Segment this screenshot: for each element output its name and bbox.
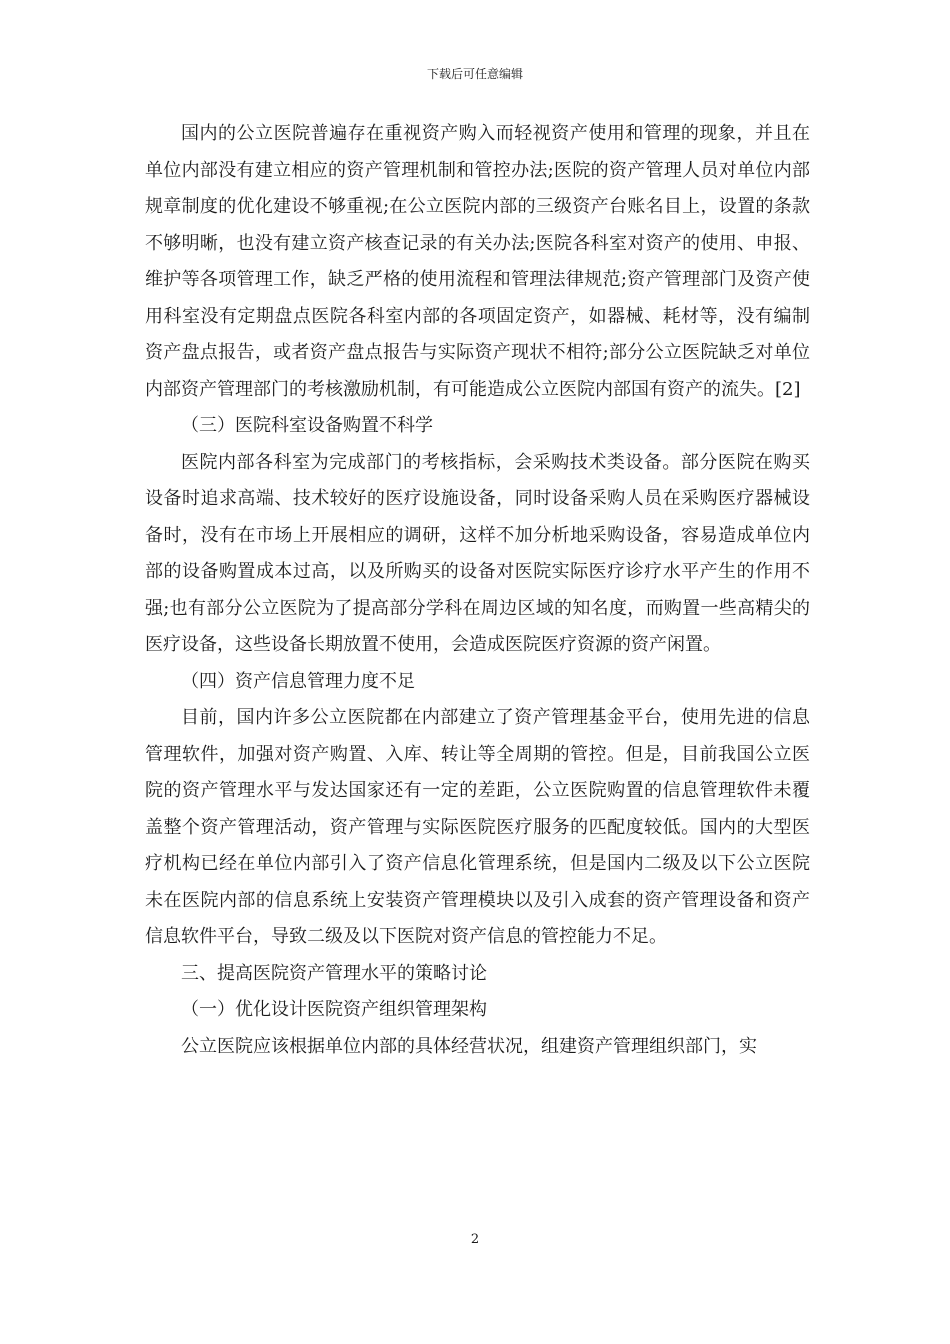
section-heading-information-management: （四）资产信息管理力度不足 [181,670,415,692]
document-body [145,116,810,1065]
subsection-heading-organization: （一）优化设计医院资产组织管理架构 [181,999,487,1020]
paragraph-organization: 公立医院应该根据单位内部的具体经营状况，组建资产管理组织部门，实 [181,1035,757,1057]
paragraph-equipment-purchase: 医院内部各科室为完成部门的考核指标，会采购技术类设备。部分医院在购买设备时追求高端、技术较好的医疗设施设备，同时设备采购人员在采购医疗器械设备时，没有在市场上开展相应的调研，这样不加分析地采购设备，容易造成单位内部的设备购置成本过高，以及所购买的设备对医院实际医疗诊疗水平产生的作用不强;也有部分公立医院为了提高部分学科在周边区域的知名度，而购置一些高精尖的医疗设备，这些设备长期放置不使用，会造成医院医疗资源的资产闲置。 [145,451,810,655]
paragraph-information-management: 目前，国内许多公立医院都在内部建立了资产管理基金平台，使用先进的信息管理软件，加强对资产购置、入库、转让等全周期的管控。但是，目前我国公立医院的资产管理水平与发达国家还有一定的差距，公立医院购置的信息管理软件未覆盖整个资产管理活动，资产管理与实际医院医疗服务的匹配度较低。国内的大型医疗机构已经在单位内部引入了资产信息化管理系统，但是国内二级及以下公立医院未在医院内部的信息系统上安装资产管理模块以及引入成套的资产管理设备和资产信息软件平台，导致二级及以下医院对资产信息的管控能力不足。 [145,707,810,947]
page-header: 下载后可任意编辑 [426,67,523,81]
paragraph-asset-management-issues: 国内的公立医院普遍存在重视资产购入而轻视资产使用和管理的现象，并且在单位内部没有建立相应的资产管理机制和管控办法;医院的资产管理人员对单位内部规章制度的优化建设不够重视;在公立医院内部的三级资产台账名目上，设置的条款不够明晰，也没有建立资产核查记录的有关办法;医院各科室对资产的使用、申报、维护等各项管理工作，缺乏严格的使用流程和管理法律规范;资产管理部门及资产使用科室没有定期盘点医院各科室内部的各项固定资产，如器械、耗材等，没有编制资产盘点报告，或者资产盘点报告与实际资产现状不相符;部分公立医院缺乏对单位内部资产管理部门的考核激励机制，有可能造成公立医院内部国有资产的流失。[2] [145,123,810,400]
section-heading-equipment-purchase: （三）医院科室设备购置不科学 [181,415,433,436]
section-heading-strategy: 三、提高医院资产管理水平的策略讨论 [181,962,487,984]
page-number: 2 [470,1232,480,1247]
